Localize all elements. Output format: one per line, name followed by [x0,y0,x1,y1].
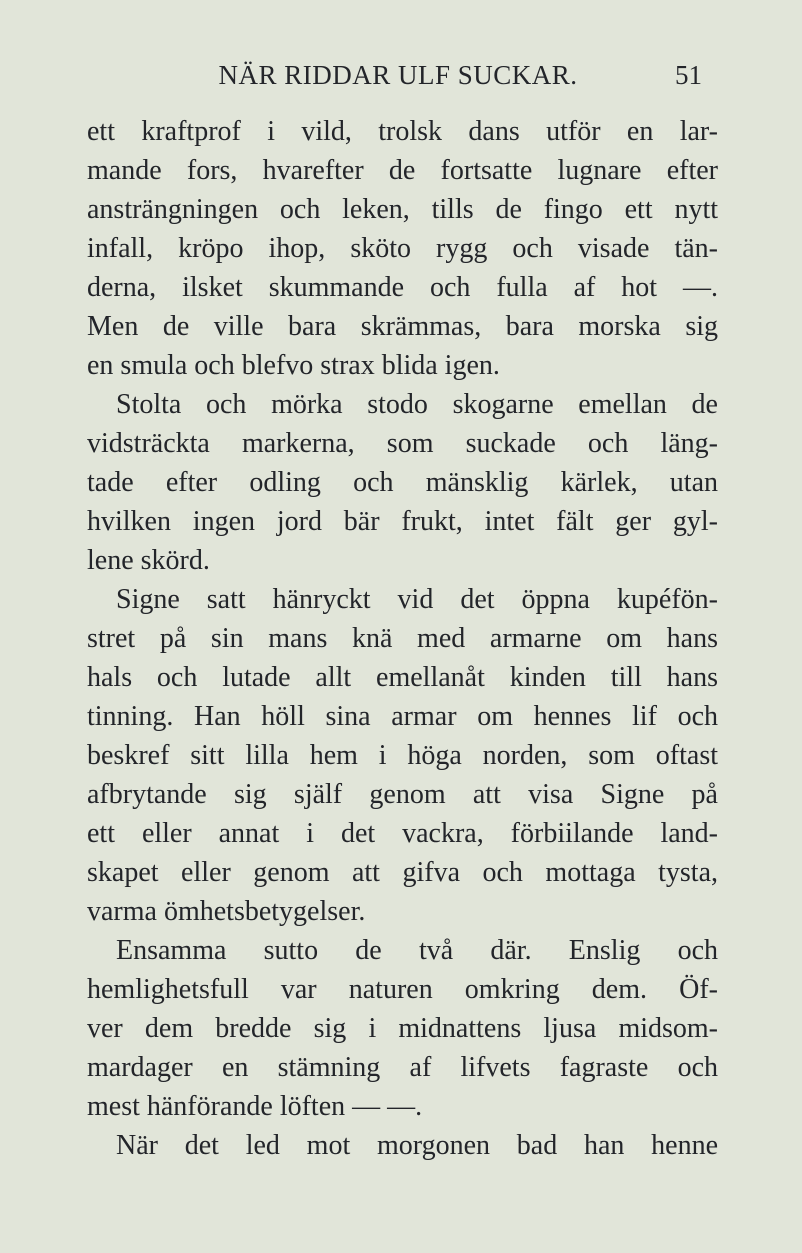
running-title: NÄR RIDDAR ULF SUCKAR. [218,60,578,90]
text-line: infall, kröpo ihop, sköto rygg och visade tän- [87,233,718,264]
text-line: varma ömhetsbetygelser. [87,896,366,927]
text-line: hals och lutade allt emellanåt kinden till hans [87,662,718,693]
text-line: hvilken ingen jord bär frukt, intet fält ger gyl- [87,506,718,537]
text-line: vidsträckta markerna, som suckade och läng- [87,428,718,459]
text-line: När det led mot morgonen bad han henne [116,1130,718,1161]
text-line: lene skörd. [87,545,210,576]
text-line: mardager en stämning af lifvets fagraste och [87,1052,718,1083]
text-line: mande fors, hvarefter de fortsatte lugnare efter [87,155,718,186]
text-line: mest hänförande löften — —. [87,1091,423,1122]
page-number: 51 [675,60,702,90]
text-line: Ensamma sutto de två där. Enslig och [116,935,718,966]
text-line: ver dem bredde sig i midnattens ljusa midsom- [87,1013,718,1044]
body-text [87,112,718,1165]
text-line: afbrytande sig själf genom att visa Signe på [87,779,718,810]
text-line: Men de ville bara skrämmas, bara morska sig [87,311,718,342]
text-line: Stolta och mörka stodo skogarne emellan de [116,389,718,420]
text-line: beskref sitt lilla hem i höga norden, som oftast [87,740,718,771]
text-line: ett kraftprof i vild, trolsk dans utför en lar- [87,116,718,147]
text-line: stret på sin mans knä med armarne om hans [87,623,718,654]
text-line: hemlighetsfull var naturen omkring dem. Öf- [87,974,718,1005]
text-line: derna, ilsket skummande och fulla af hot —. [87,272,718,303]
text-line: tinning. Han höll sina armar om hennes lif och [87,701,718,732]
text-line: en smula och blefvo strax blida igen. [87,350,500,381]
text-line: ansträngningen och leken, tills de fingo ett nytt [87,194,718,225]
text-line: ett eller annat i det vackra, förbiilande land- [87,818,718,849]
text-line: tade efter odling och mänsklig kärlek, utan [87,467,718,498]
text-line: Signe satt hänryckt vid det öppna kupéfön- [116,584,718,615]
text-line: skapet eller genom att gifva och mottaga tysta, [87,857,718,888]
